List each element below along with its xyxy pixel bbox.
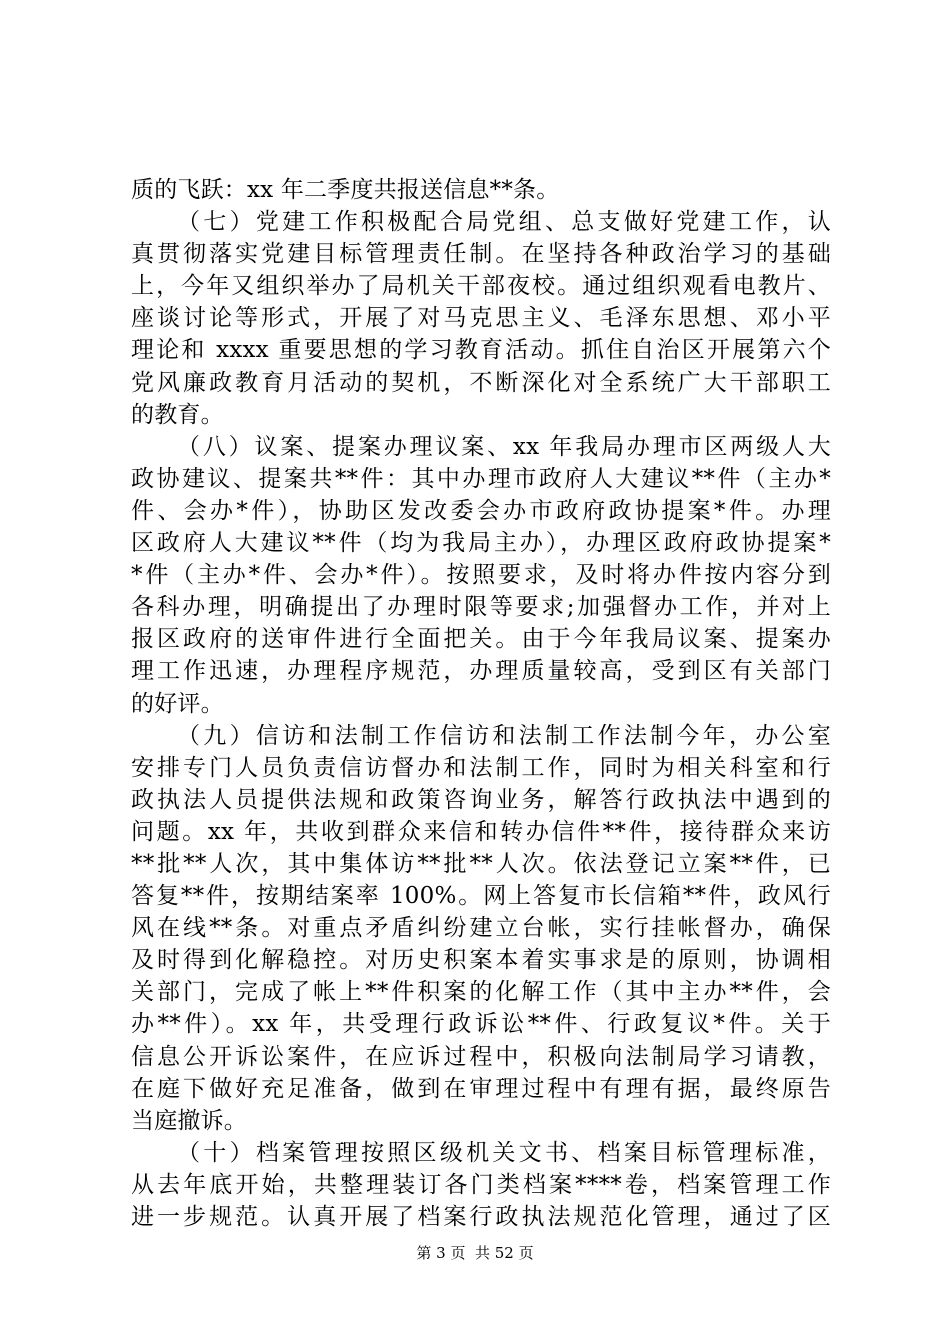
text-line: 理工作迅速，办理程序规范，办理质量较高，受到区有关部门 (131, 658, 831, 685)
paragraph-heading-line: （七）党建工作积极配合局党组、总支做好党建工作，认 (177, 209, 831, 236)
text-line: 从去年底开始，共整理装订各门类档案****卷，档案管理工作 (131, 1171, 831, 1198)
text-line: 进一步规范。认真开展了档案行政执法规范化管理，通过了区 (131, 1204, 831, 1230)
text-line: 质的飞跃：xx 年二季度共报送信息**条。 (131, 177, 560, 203)
text-line: 安排专门人员负责信访督办和法制工作，同时为相关科室和行 (131, 754, 831, 781)
page-footer (0, 1243, 950, 1263)
text-line: 问题。xx 年，共收到群众来信和转办信件**件，接待群众来访 (131, 818, 831, 845)
text-line: 办**件）。xx 年，共受理行政诉讼**件、行政复议*件。关于 (131, 1011, 831, 1038)
text-line: **批**人次，其中集体访**批**人次。依法登记立案**件，已 (131, 850, 831, 877)
text-line: 上，今年又组织举办了局机关干部夜校。通过组织观看电教片、 (131, 273, 831, 300)
text-line: 区政府人大建议**件（均为我局主办），办理区政府政协提案* (131, 530, 831, 557)
text-line: 真贯彻落实党建目标管理责任制。在坚持各种政治学习的基础 (131, 241, 831, 268)
text-line: 关部门，完成了帐上**件积案的化解工作（其中主办**件，会 (131, 979, 831, 1006)
text-line: 政协建议、提案共**件：其中办理市政府人大建议**件（主办* (131, 465, 831, 492)
text-line: 风在线**条。对重点矛盾纠纷建立台帐，实行挂帐督办，确保 (131, 915, 831, 942)
document-body (131, 174, 831, 1233)
text-line: 的教育。 (131, 401, 224, 428)
text-line: 座谈讨论等形式，开展了对马克思主义、毛泽东思想、邓小平 (131, 305, 831, 332)
paragraph-heading-line: （九）信访和法制工作信访和法制工作法制今年，办公室 (177, 722, 831, 749)
text-line: 党风廉政教育月活动的契机，不断深化对全系统广大干部职工 (131, 369, 831, 396)
paragraph-heading-line: （十）档案管理按照区级机关文书、档案目标管理标准， (177, 1139, 831, 1166)
text-line: 在庭下做好充足准备，做到在审理过程中有理有据，最终原告 (131, 1075, 831, 1102)
page-number: 第 3 页 共 52 页 (416, 1244, 534, 1262)
text-line: 及时得到化解稳控。对历史积案本着实事求是的原则，协调相 (131, 947, 831, 974)
text-line: 各科办理，明确提出了办理时限等要求;加强督办工作，并对上 (131, 594, 831, 621)
text-line: 的好评。 (131, 690, 224, 717)
text-line: 政执法人员提供法规和政策咨询业务，解答行政执法中遇到的 (131, 786, 831, 813)
text-line: 当庭撤诉。 (131, 1107, 247, 1134)
text-line: 信息公开诉讼案件，在应诉过程中，积极向法制局学习请教， (131, 1043, 831, 1070)
text-line: 件、会办*件），协助区发改委会办市政府政协提案*件。办理 (131, 497, 831, 524)
text-line: 报区政府的送审件进行全面把关。由于今年我局议案、提案办 (131, 626, 831, 653)
text-line: 理论和 xxxx 重要思想的学习教育活动。抓住自治区开展第六个 (131, 337, 831, 364)
paragraph-heading-line: （八）议案、提案办理议案、xx 年我局办理市区两级人大 (177, 433, 831, 460)
text-line: 答复**件，按期结案率 100%。网上答复市长信箱**件，政风行 (131, 883, 831, 910)
text-line: *件（主办*件、会办*件）。按照要求，及时将办件按内容分到 (131, 562, 831, 589)
